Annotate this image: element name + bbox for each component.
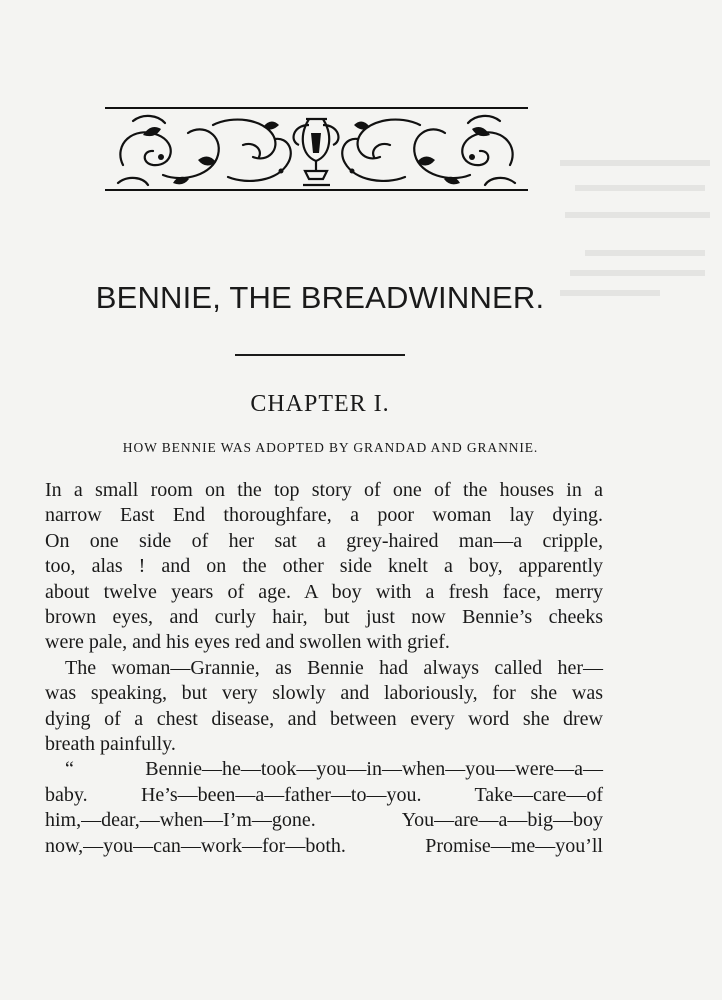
body-line: brown eyes, and curly hair, but just now Bennie’s cheeks	[45, 606, 603, 629]
body-line: now,—you—can—work—for—both. Promise—me—you’ll	[45, 834, 603, 857]
headpiece-urn-foliage-icon	[103, 105, 530, 193]
body-line: were pale, and his eyes red and swollen with grief.	[45, 631, 450, 654]
body-line: narrow East End thoroughfare, a poor woman lay dying.	[45, 504, 603, 527]
title-divider	[235, 354, 405, 356]
chapter-body	[45, 478, 603, 859]
chapter-subtitle: HOW BENNIE WAS ADOPTED BY GRANDAD AND GRANNIE.	[122, 440, 539, 455]
body-line: him,—dear,—when—I’m—gone. You—are—a—big—boy	[45, 809, 603, 832]
body-line: was speaking, but very slowly and laboriously, for she was	[45, 682, 603, 705]
body-line: In a small room on the top story of one of the houses in a	[45, 479, 603, 501]
body-line: “ Bennie—he—took—you—in—when—you—were—a—	[65, 758, 603, 781]
book-title: BENNIE, THE BREADWINNER.	[95, 280, 545, 315]
body-line: breath painfully.	[45, 733, 176, 756]
body-line: too, alas ! and on the other side knelt a boy, apparently	[45, 555, 603, 578]
body-line: baby. He’s—been—a—father—to—you. Take—care—of	[45, 783, 603, 806]
body-line: about twelve years of age. A boy with a fresh face, merry	[45, 580, 603, 603]
body-line: dying of a chest disease, and between every word she drew	[45, 707, 603, 730]
body-line: On one side of her sat a grey-haired man—a cripple,	[45, 529, 603, 552]
body-line: The woman—Grannie, as Bennie had always called her—	[65, 656, 603, 679]
chapter-heading: CHAPTER I.	[250, 391, 390, 417]
